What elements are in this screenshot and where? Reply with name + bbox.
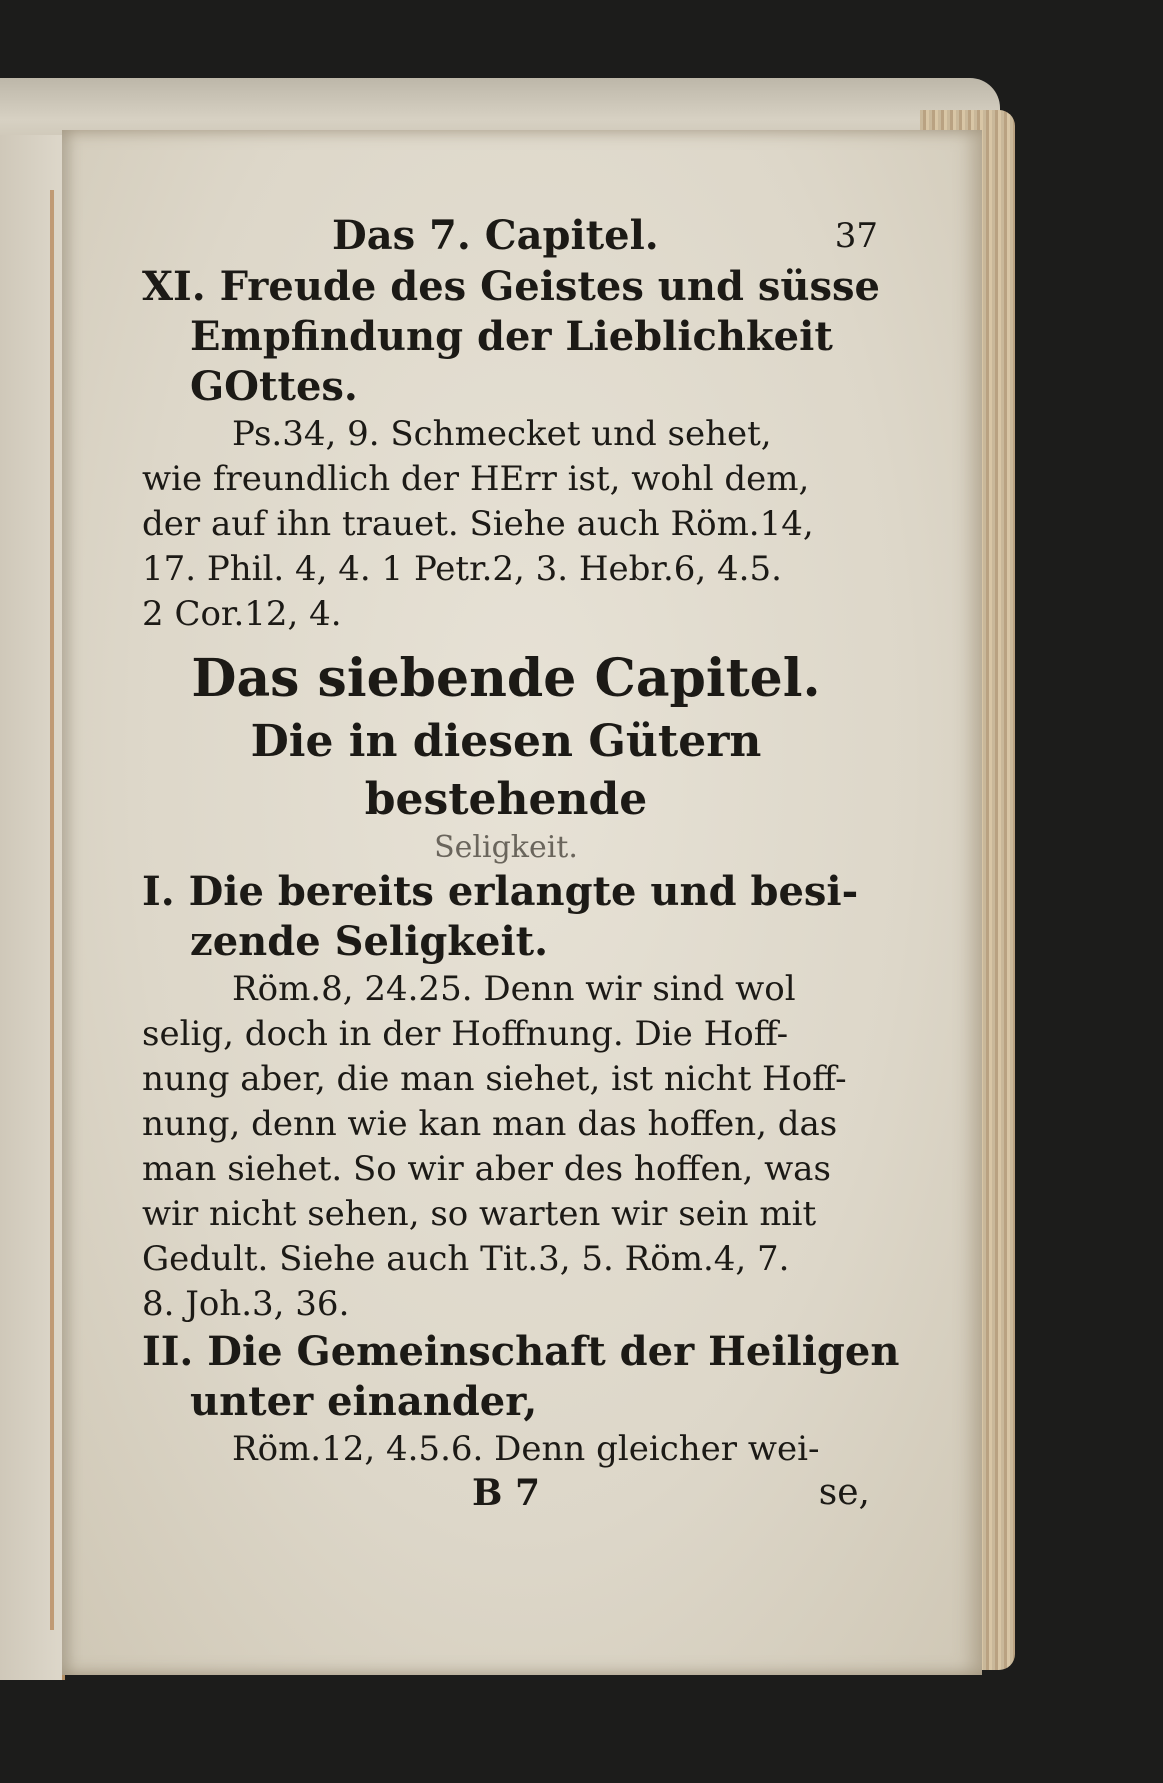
body-line: wie freundlich der HErr ist, wohl dem, [142,459,810,499]
section-title-line: Empfindung der Lieblichkeit [190,313,833,360]
section-title-line: zende Seligkeit. [190,918,549,965]
body-line: Ps.34, 9. Schmecket und sehet, [232,414,772,454]
signature-mark: B 7 [472,1472,541,1514]
section-title-line: XI. Freude des Geistes und süsse [142,263,880,310]
body-line: 8. Joh.3, 36. [142,1284,350,1324]
body-line: Gedult. Siehe auch Tit.3, 5. Röm.4, 7. [142,1239,790,1279]
section-title-line: II. Die Gemeinschaft der Heiligen [142,1328,900,1375]
body-line: nung aber, die man siehet, ist nicht Hoff- [142,1059,847,1099]
section-ii [142,1327,900,1472]
section-xi [142,262,880,637]
spine-shadow [50,190,54,1630]
page-text [142,212,900,1520]
chapter-subheading: Die in diesen Gütern bestehende [250,716,762,825]
body-line: man siehet. So wir aber des hoffen, was [142,1149,831,1189]
body-line: selig, doch in der Hoffnung. Die Hoff- [142,1014,789,1054]
running-header [142,212,878,262]
body-line: 2 Cor.12, 4. [142,594,342,634]
left-page [0,135,65,1680]
page-footer [142,1472,870,1520]
body-line: 17. Phil. 4, 4. 1 Petr.2, 3. Hebr.6, 4.5. [142,549,782,589]
page-number: 37 [834,216,878,256]
section-title-line: I. Die bereits erlangte und besi- [142,868,859,915]
section-i [142,867,870,1327]
running-title: Das 7. Capitel. [332,212,659,259]
chapter-subheading-cont: Seligkeit. [434,830,578,865]
body-line: der auf ihn trauet. Siehe auch Röm.14, [142,504,814,544]
body-line: nung, denn wie kan man das hoffen, das [142,1104,838,1144]
body-line: Röm.12, 4.5.6. Denn gleicher wei- [232,1429,820,1469]
body-line: Röm.8, 24.25. Denn wir sind wol [232,969,796,1009]
section-title-line: GOttes. [190,363,358,410]
chapter-heading: Das siebende Capitel. [191,648,821,709]
catchword: se, [818,1472,870,1513]
body-line: wir nicht sehen, so warten wir sein mit [142,1194,817,1234]
section-title-line: unter einander, [190,1378,538,1425]
